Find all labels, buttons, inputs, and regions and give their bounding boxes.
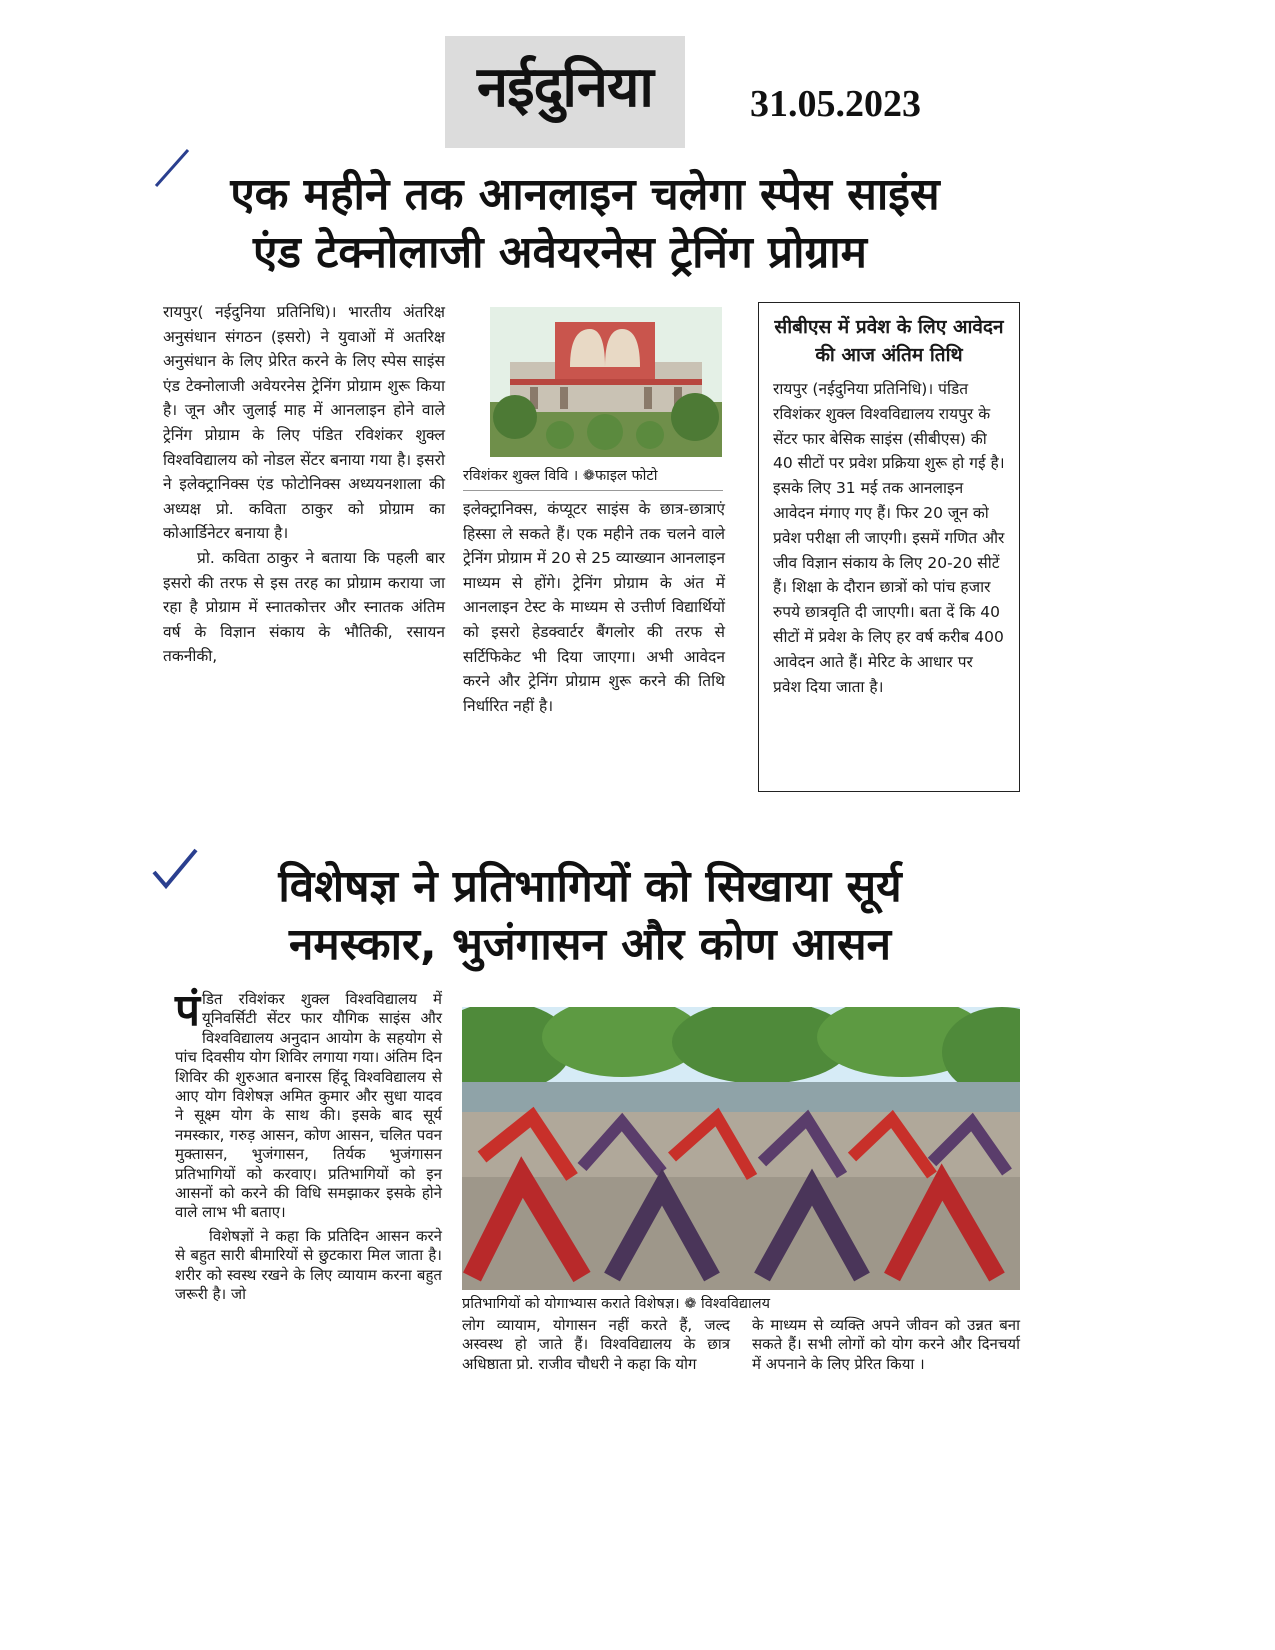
article1-column1: [163, 300, 445, 669]
university-building-photo: [490, 307, 722, 457]
article2-column2: लोग व्यायाम, योगासन नहीं करते हैं, जल्द अस्वस्थ हो जाते हैं। विश्वविद्यालय के छात्र अधिष्ठाता प्रो. राजीव चौधरी ने कहा कि योग: [462, 1316, 730, 1373]
sidebox-headline: सीबीएस में प्रवेश के लिए आवेदन की आज अंतिम तिथि: [774, 316, 1004, 366]
sidebox-body: रायपुर (नईदुनिया प्रतिनिधि)। पंडित रविशंकर शुक्ल विश्वविद्यालय रायपुर के सेंटर फार बेसिक साइंस (सीबीएस) की 40 सीटों पर प्रवेश प्रक्रिया शुरू हो गई है। इसके लिए 31 मई तक आनलाइन आवेदन मंगाए गए हैं। फिर 20 जून को प्रवेश परीक्षा ली जाएगी। इसमें गणित और जीव विज्ञान संकाय के लिए 20-20 सीटें हैं। शिक्षा के दौरान छात्रों को पांच हजार रुपये छात्रवृति दी जाएगी। बता दें कि 40 सीटों में प्रवेश के लिए हर वर्ष करीब 400 आवेदन आते हैं। मेरिट के आधार पर प्रवेश दिया जाता है।: [773, 380, 1005, 696]
article1-paragraph: प्रो. कविता ठाकुर ने बताया कि पहली बार इसरो की तरफ से इस तरह का प्रोग्राम कराया जा रहा है प्रोग्राम में स्नातकोत्तर और स्नातक अंतिम वर्ष के विज्ञान संकाय के भौतिकी, रसायन तकनीकी,: [163, 548, 445, 666]
article1-headline-line2: एंड टेक्नोलाजी अवेयरनेस ट्रेनिंग प्रोग्राम: [252, 227, 867, 278]
article1-paragraph: इलेक्ट्रानिक्स, कंप्यूटर साइंस के छात्र-छात्राएं हिस्सा ले सकते हैं। एक महीने तक चलने वाले ट्रेनिंग प्रोग्राम में 20 से 25 व्याख्यान आनलाइन माध्यम से होंगे। ट्रेनिंग प्रोग्राम के अंत में आनलाइन टेस्ट के माध्यम से उत्तीर्ण विद्यार्थियों को इसरो हेडक्वार्टर बैंगलोर की तरफ से सर्टिफिकेट भी दिया जाएगा। अभी आवेदन करने और ट्रेनिंग प्रोग्राम शुरू करने की तिथि निर्धारित नहीं है।: [463, 500, 725, 715]
publication-date: 31.05.2023: [750, 83, 921, 125]
article1-photo-caption: रविशंकर शुक्ल विवि । ❁फाइल फोटो: [463, 468, 658, 484]
masthead-title: नईदुनिया: [477, 55, 653, 120]
article2-column1: [175, 985, 442, 1305]
article2-headline-line2: नमस्कार, भुजंगासन और कोण आसन: [288, 919, 892, 970]
article1-headline-line1: एक महीने तक आनलाइन चलेगा स्पेस साइंस: [230, 169, 940, 220]
article2-paragraph: विशेषज्ञों ने कहा कि प्रतिदिन आसन करने से बहुत सारी बीमारियों से छुटकारा मिल जाता है। शरीर को स्वस्थ रखने के लिए व्यायाम करना बहुत जरूरी है। जो: [175, 1226, 442, 1304]
article2-photo-caption: प्रतिभागियों को योगाभ्यास कराते विशेषज्ञ। ❁ विश्वविद्यालय: [462, 1296, 771, 1312]
yoga-session-photo: [462, 1007, 1020, 1290]
cbs-admission-box: [758, 302, 1020, 792]
article2-headline-line1: विशेषज्ञ ने प्रतिभागियों को सिखाया सूर्य: [278, 861, 902, 912]
article2-column3: के माध्यम से व्यक्ति अपने जीवन को उन्नत बना सकते हैं। सभी लोगों को योग करने और दिनचर्या में अपनाने के लिए प्रेरित किया ।: [752, 1316, 1020, 1373]
dropcap: पं: [175, 985, 200, 1036]
article1-column2: [463, 497, 725, 718]
article2-paragraph: डित रविशंकर शुक्ल विश्वविद्यालय में यूनिवर्सिटी सेंटर फार यौगिक साइंस और विश्वविद्यालय अनुदान आयोग के सहयोग से पांच दिवसीय योग शिविर लगाया गया। अंतिम दिन शिविर की शुरुआत बनारस हिंदू विश्वविद्यालय से आए योग विशेषज्ञ अमित कुमार और सुधा यादव ने सूक्ष्म योग के साथ की। इसके बाद सूर्य नमस्कार, गरुड़ आसन, कोण आसन, चलित पवन मुक्तासन, भुजंगासन, तिर्यक भुजंगासन प्रतिभागियों को करवाए। प्रतिभागियों को इन आसनों को करने की विधि समझाकर इसके होने वाले लाभ भी बताए।: [175, 990, 442, 1222]
newspaper-masthead: [445, 36, 685, 148]
article1-paragraph: रायपुर( नईदुनिया प्रतिनिधि)। भारतीय अंतरिक्ष अनुसंधान संगठन (इसरो) ने युवाओं में अतरिक्ष अनुसंधान के लिए प्रेरित करने के लिए स्पेस साइंस एंड टेक्नोलाजी अवेयरनेस ट्रेनिंग प्रोग्राम शुरू किया है। जून और जुलाई माह में आनलाइन होने वाले ट्रेनिंग प्रोग्राम के लिए पंडित रविशंकर शुक्ल विश्वविद्यालय को नोडल सेंटर बनाया गया है। इसरो ने इलेक्ट्रानिक्स एंड फोटोनिक्स अध्ययनशाला की अध्यक्ष प्रो. कविता ठाकुर को प्रोग्राम का कोआर्डिनेटर बनाया है।: [163, 303, 445, 543]
caption-divider: [463, 490, 723, 491]
